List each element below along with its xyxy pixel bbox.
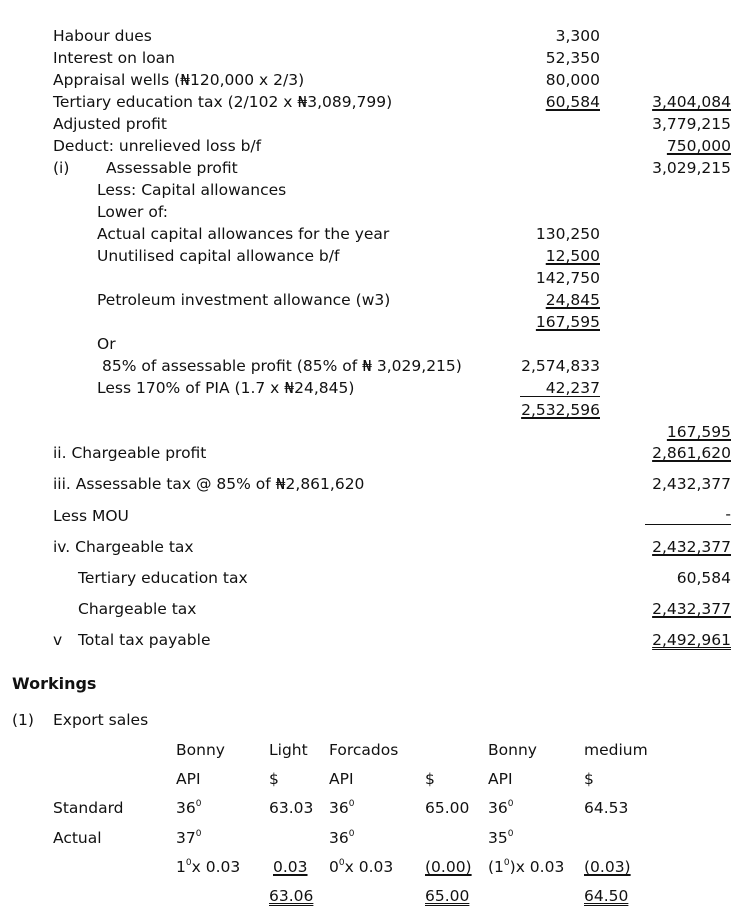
- total-cell: 63.06: [269, 887, 314, 905]
- working-number: (1): [12, 711, 34, 729]
- line-label: Appraisal wells (₦120,000 x 2/3): [53, 71, 305, 89]
- cell: 65.00: [425, 799, 470, 817]
- cell: $36^0$: [176, 799, 202, 817]
- summary-label: iv. Chargeable tax: [53, 538, 194, 556]
- amount: 2,574,833: [521, 357, 600, 375]
- summary-number: v: [53, 631, 63, 649]
- workings-heading: Workings: [12, 674, 97, 693]
- line-label: Interest on loan: [53, 49, 176, 67]
- amount: 3,300: [555, 27, 600, 45]
- summary-value: 2,861,620: [652, 444, 731, 462]
- total-cell: 64.50: [584, 887, 629, 905]
- amount: 60,584: [545, 93, 600, 111]
- line-label: Less 170% of PIA (1.7 x ₦24,845): [97, 379, 355, 397]
- col-header: API: [329, 770, 354, 788]
- line-label: Actual capital allowances for the year: [97, 225, 390, 243]
- col-header: API: [176, 770, 201, 788]
- summary-label: ii. Chargeable profit: [53, 444, 207, 462]
- line-label: Adjusted profit: [53, 115, 167, 133]
- col-header: Light: [269, 741, 308, 759]
- row-label: Actual: [53, 829, 102, 847]
- amount: 3,404,084: [652, 93, 731, 111]
- summary-label: Less MOU: [53, 507, 129, 525]
- col-header: Forcados: [329, 741, 399, 759]
- col-header: Bonny: [488, 741, 537, 759]
- summary-label: iii. Assessable tax @ 85% of ₦2,861,620: [53, 475, 365, 493]
- line-label: Assessable profit: [106, 159, 238, 177]
- amount: 3,779,215: [652, 115, 731, 133]
- line-label: Less: Capital allowances: [97, 181, 287, 199]
- line-label: Unutilised capital allowance b/f: [97, 247, 340, 265]
- line-label: Habour dues: [53, 27, 152, 45]
- line-number: (i): [53, 159, 70, 177]
- line-label: 85% of assessable profit (85% of ₦ 3,029,215): [102, 357, 462, 375]
- line-label: Petroleum investment allowance (w3): [97, 291, 391, 309]
- cell: $0^0x$ 0.03: [329, 858, 394, 876]
- amount: 42,237: [545, 379, 600, 397]
- col-header: $: [269, 770, 279, 788]
- cell: 0.03: [273, 858, 308, 876]
- line-label: Tertiary education tax (2/102 x ₦3,089,799): [53, 93, 393, 111]
- amount: 52,350: [545, 49, 600, 67]
- amount: 2,532,596: [521, 401, 600, 419]
- cell: $35^0$: [488, 829, 514, 847]
- col-header: $: [584, 770, 594, 788]
- amount: 12,500: [545, 247, 600, 265]
- cell: $36^0$: [329, 799, 355, 817]
- summary-value: 2,432,377: [652, 475, 731, 493]
- line-label: Lower of:: [97, 203, 168, 221]
- amount: 3,029,215: [652, 159, 731, 177]
- col-header: medium: [584, 741, 648, 759]
- cell: $37^0$: [176, 829, 202, 847]
- subtotal-rule: [520, 396, 600, 397]
- col-header: API: [488, 770, 513, 788]
- cell: $36^0$: [329, 829, 355, 847]
- summary-value: 60,584: [676, 569, 731, 587]
- amount: 80,000: [545, 71, 600, 89]
- cell: 63.03: [269, 799, 314, 817]
- capital-allowance-amount: 167,595: [666, 423, 731, 441]
- summary-value: 2,432,377: [652, 600, 731, 618]
- cell: (0.00): [425, 858, 472, 876]
- line-label: Or: [97, 335, 116, 353]
- cell: (0.03): [584, 858, 631, 876]
- amount: 24,845: [545, 291, 600, 309]
- col-header: Bonny: [176, 741, 225, 759]
- col-header: $: [425, 770, 435, 788]
- total-cell: 65.00: [425, 887, 470, 905]
- total-tax-payable: 2,492,961: [652, 631, 731, 649]
- amount: 130,250: [535, 225, 600, 243]
- cell: $1^0x$ 0.03: [176, 858, 241, 876]
- amount: 167,595: [535, 313, 600, 331]
- summary-value: 2,432,377: [652, 538, 731, 556]
- summary-label: Tertiary education tax: [78, 569, 248, 587]
- summary-label: Chargeable tax: [78, 600, 197, 618]
- cell: $(1^0)x$ 0.03: [488, 858, 565, 876]
- subtotal-rule: [645, 524, 731, 525]
- line-label: Deduct: unrelieved loss b/f: [53, 137, 262, 155]
- summary-label: Total tax payable: [78, 631, 211, 649]
- amount: 750,000: [666, 137, 731, 155]
- working-title: Export sales: [53, 711, 149, 729]
- row-label: Standard: [53, 799, 124, 817]
- cell: $36^0$: [488, 799, 514, 817]
- amount: 142,750: [535, 269, 600, 287]
- summary-value: -: [725, 505, 731, 523]
- cell: 64.53: [584, 799, 629, 817]
